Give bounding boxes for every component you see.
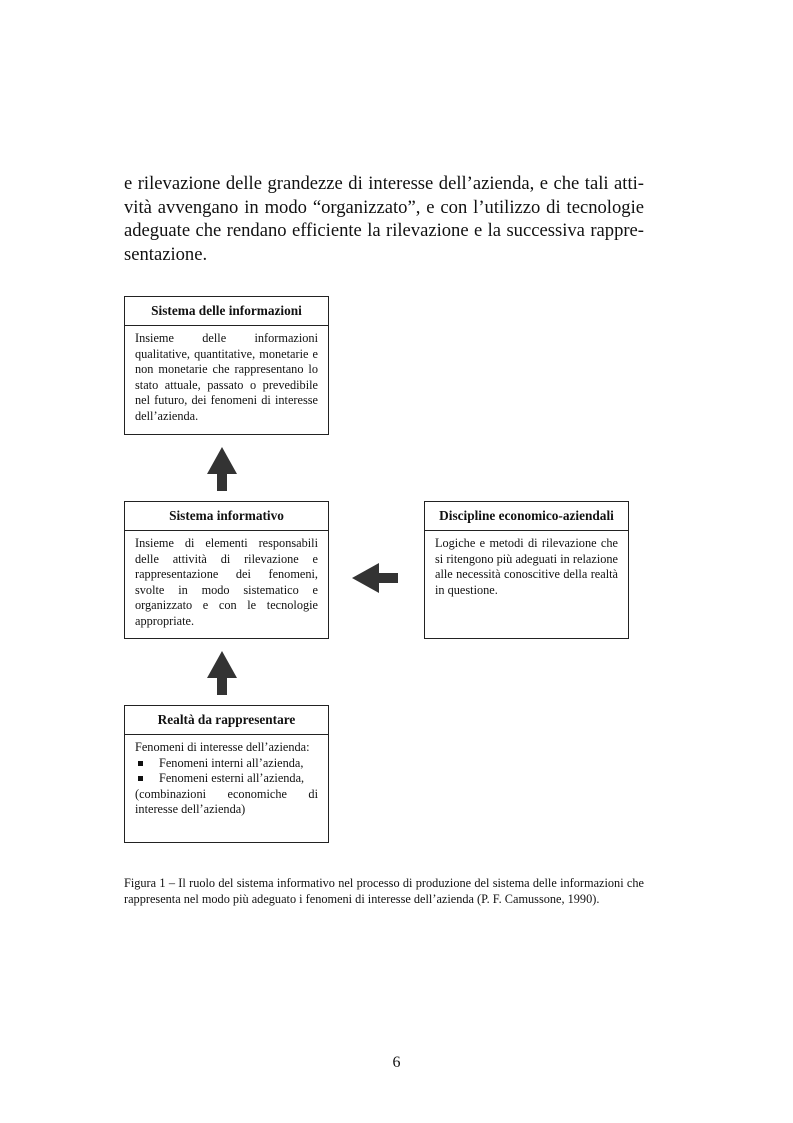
box-content	[125, 735, 328, 818]
box-text: Insieme delle informazioni qualitative, quantitative, monetarie e non monetarie che rappresentano lo stato attuale, passato o prevedibile nel futuro, dei fenomeni di interesse dell’azienda.	[135, 331, 318, 423]
box-title: Realtà da rappresentare	[125, 706, 328, 735]
list-item: Fenomeni interni all’azienda,	[135, 756, 318, 772]
list-item: Fenomeni esterni all’azienda,	[135, 771, 318, 787]
box-discipline	[424, 501, 629, 639]
arrow-up-icon	[206, 650, 238, 696]
box-text: (combinazioni economiche di interesse dell’azienda)	[135, 786, 318, 816]
bullet-list	[135, 756, 318, 787]
page-number: 6	[392, 1054, 401, 1071]
intro-line: adeguate che rendano efficiente la rilevazione e la successiva rappre-	[124, 220, 644, 241]
box-sistema-informativo	[124, 501, 329, 639]
arrow-left-icon	[351, 562, 399, 594]
box-title: Sistema delle informazioni	[125, 297, 328, 326]
figure-caption: Figura 1 – Il ruolo del sistema informativo nel processo di produzione del sistema delle informazioni che rappresenta nel modo più adeguato i fenomeni di interesse dell’azienda (P. F. Camussone, 1990).	[124, 876, 644, 906]
intro-line: sentazione.	[124, 243, 208, 265]
intro-paragraph	[124, 172, 644, 266]
box-realta	[124, 705, 329, 843]
intro-line: e rilevazione delle grandezze di interesse dell’azienda, e che tali atti-	[124, 173, 644, 194]
box-text: Logiche e metodi di rilevazione che si ritengono più adeguati in relazione alle necessità conoscitive della realtà in questione.	[435, 536, 618, 597]
box-title: Sistema informativo	[125, 502, 328, 531]
arrow-up-icon	[206, 446, 238, 492]
box-sistema-informazioni	[124, 296, 329, 435]
box-text: Insieme di elementi responsabili delle attività di rilevazione e rappresentazione dei fenomeni, svolte in modo sistematico e organizzato e con le tecnologie appropriate.	[135, 536, 318, 628]
box-text: Fenomeni di interesse dell’azienda:	[135, 740, 310, 754]
intro-line: vità avvengano in modo “organizzato”, e con l’utilizzo di tecnologie	[124, 196, 644, 218]
box-title: Discipline economico-aziendali	[425, 502, 628, 531]
